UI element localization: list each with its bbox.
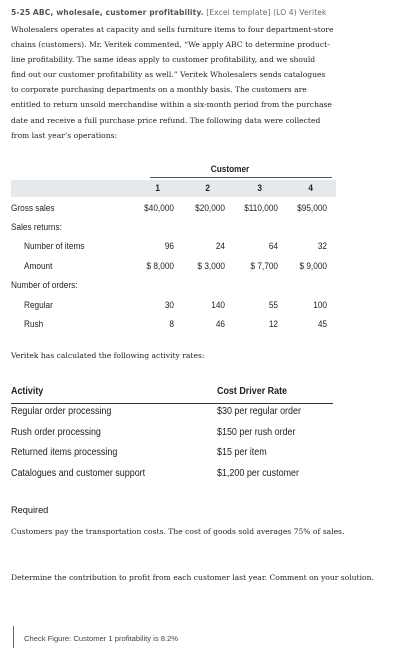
row-label-sales-returns: Sales returns: <box>11 222 62 233</box>
table-cell: 8 <box>169 319 174 330</box>
rate-header: Cost Driver Rate <box>217 386 288 397</box>
table-cell: $95,000 <box>297 203 327 214</box>
problem-number: 5-25 <box>11 8 31 17</box>
activity-intro: Veritek has calculated the following activity rates: <box>11 351 205 360</box>
table-cell: 100 <box>313 300 327 311</box>
row-label-regular: Regular <box>24 300 53 311</box>
required-paragraph: Customers pay the transportation costs. The cost of goods sold averages 75% of sales. <box>11 527 345 536</box>
problem-heading <box>11 8 411 17</box>
row-label-gross-sales: Gross sales <box>11 203 55 214</box>
activity-header: Activity <box>11 386 44 397</box>
table-cell: 64 <box>268 241 278 252</box>
required-heading: Required <box>11 505 49 515</box>
question-paragraph: Determine the contribution to profit from each customer last year. Comment on your solution. <box>11 573 374 582</box>
activity-name: Returned items processing <box>11 447 118 458</box>
table-cell: $ 8,000 <box>146 261 174 272</box>
intro-line: date and receive a full purchase price refund. The following data were collected <box>11 115 321 125</box>
check-figure: Check Figure: Customer 1 profitability is 8.2% <box>13 626 178 648</box>
table-cell: $20,000 <box>195 203 225 214</box>
intro-line: chains (customers). Mr. Veritek commented, “We apply ABC to determine product- <box>11 40 330 50</box>
table-cell: 12 <box>268 319 278 330</box>
intro-line: line profitability. The same ideas apply to customer profitability, and we should <box>11 55 316 65</box>
problem-tags: [Excel template] (LO 4) Veritek <box>206 8 327 17</box>
column-header-2: 2 <box>205 183 210 194</box>
table-cell: $110,000 <box>244 203 278 214</box>
table-cell: 140 <box>211 300 225 311</box>
column-header-1: 1 <box>155 183 160 194</box>
table-cell: 24 <box>215 241 225 252</box>
activity-rate: $150 per rush order <box>217 427 296 438</box>
customer-group-header: Customer <box>210 164 250 175</box>
activity-rate: $1,200 per customer <box>217 468 299 479</box>
intro-line: entitled to return unsold merchandise within a six-month period from the purchase <box>11 100 332 110</box>
activity-name: Regular order processing <box>11 406 112 417</box>
table-cell: $ 3,000 <box>197 261 225 272</box>
activity-rate: $15 per item <box>217 447 267 458</box>
intro-line: to corporate purchasing departments on a monthly basis. The customers are <box>11 85 307 95</box>
row-label-amount: Amount <box>24 261 53 272</box>
table-cell: 96 <box>164 241 174 252</box>
intro-paragraph <box>11 22 409 143</box>
table-cell: $ 9,000 <box>299 261 327 272</box>
activity-name: Catalogues and customer support <box>11 468 146 479</box>
row-label-number-of-items: Number of items <box>24 241 85 252</box>
table-cell: 32 <box>317 241 327 252</box>
intro-line: find out our customer profitability as well.” Veritek Wholesalers sends catalogues <box>11 70 326 80</box>
customer-header-rule <box>150 177 332 178</box>
intro-line: Wholesalers operates at capacity and sells furniture items to four department-store <box>11 25 334 34</box>
activity-rate: $30 per regular order <box>217 406 301 417</box>
row-label-number-of-orders: Number of orders: <box>11 280 78 291</box>
table-cell: $40,000 <box>144 203 174 214</box>
problem-topic: ABC, wholesale, customer profitability. <box>32 8 204 17</box>
column-header-3: 3 <box>257 183 262 194</box>
table-cell: 30 <box>164 300 174 311</box>
row-label-rush: Rush <box>24 319 44 330</box>
table-cell: 55 <box>268 300 278 311</box>
table-cell: $ 7,700 <box>250 261 278 272</box>
activity-header-rule <box>11 403 333 404</box>
table-cell: 45 <box>317 319 327 330</box>
column-header-4: 4 <box>308 183 313 194</box>
table-cell: 46 <box>215 319 225 330</box>
intro-line: from last year’s operations: <box>11 130 118 140</box>
activity-name: Rush order processing <box>11 427 101 438</box>
